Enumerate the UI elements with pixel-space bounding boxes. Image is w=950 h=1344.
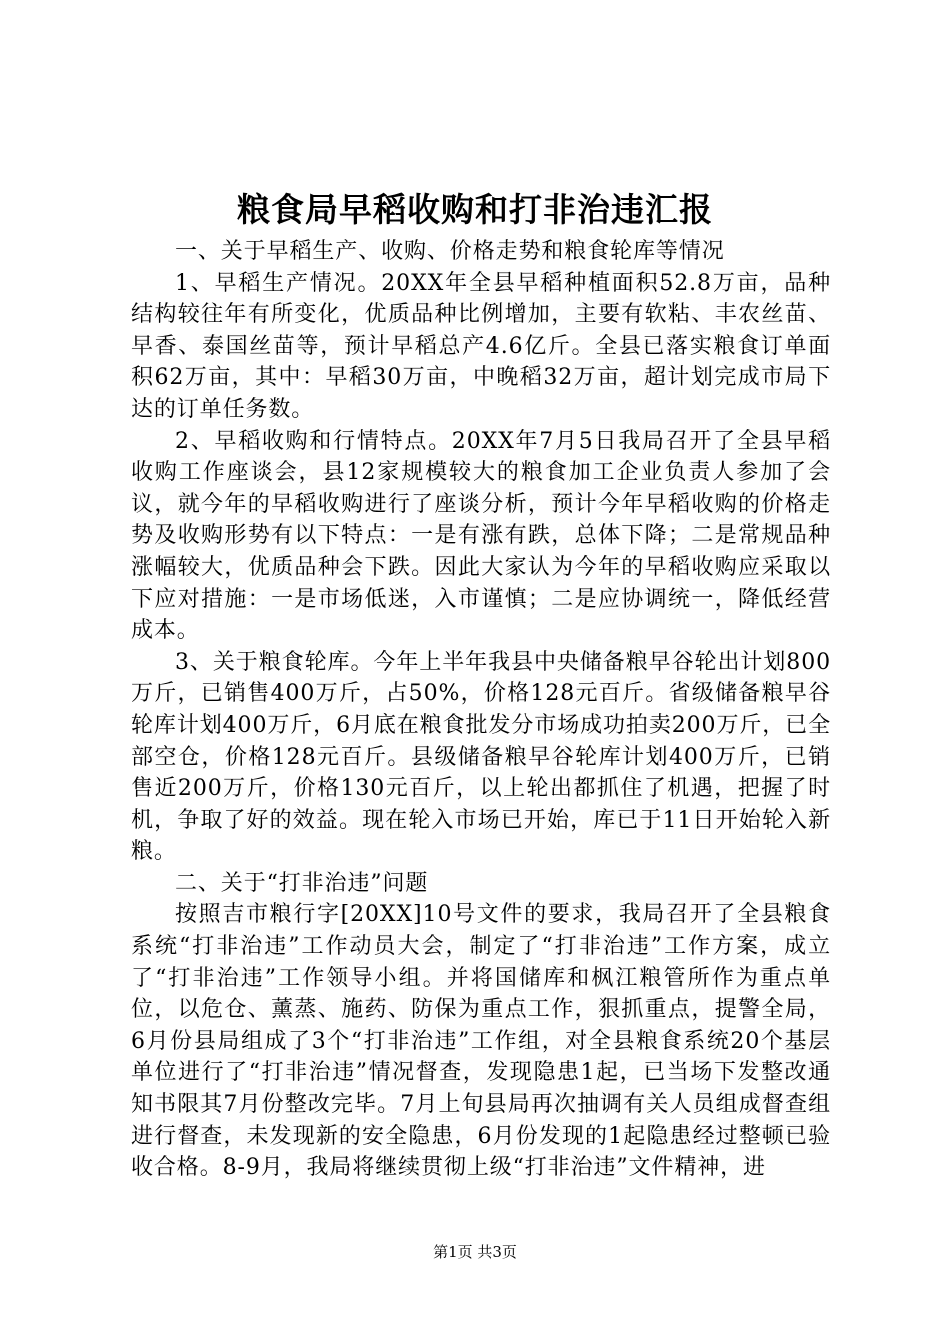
paragraph-crackdown: 按照吉市粮行字[20XX]10号文件的要求，我局召开了全县粮食系统“打非治违”工作动员大会，制定了“打非治违”工作方案，成立了“打非治违”工作领导小组。并将国储库和枫江粮管所作为重点单位，以危仓、薰蒸、施药、防保为重点工作，狠抓重点，提警全局，6月份县局组成了3个“打非治违”工作组，对全县粮食系统20个基层单位进行了“打非治违”情况督查，发现隐患1起，已当场下发整改通知书限其7月份整改完毕。7月上旬县局再次抽调有关人员组成督查组进行督查，未发现新的安全隐患，6月份发现的1起隐患经过整顿已验收合格。8-9月，我局将继续贯彻上级“打非治违”文件精神，进 [131,902,831,1181]
document-body [131,236,831,1184]
paragraph-early-rice-purchase: 2、早稻收购和行情特点。20XX年7月5日我局召开了全县早稻收购工作座谈会，县12家规模较大的粮食加工企业负责人参加了会议，就今年的早稻收购进行了座谈分析，预计今年早稻收购的价格走势及收购形势有以下特点：一是有涨有跌，总体下降；二是常规品种涨幅较大，优质品种会下跌。因此大家认为今年的早稻收购应采取以下应对措施：一是市场低迷，入市谨慎；二是应协调统一，降低经营成本。 [131,428,831,644]
document-title: 粮食局早稻收购和打非治违汇报 [237,190,713,229]
paragraph-early-rice-production: 1、早稻生产情况。20XX年全县早稻种植面积52.8万亩，品种结构较往年有所变化，优质品种比例增加，主要有软粘、丰农丝苗、早香、泰国丝苗等，预计早稻总产4.6亿斤。全县已落实粮食订单面积62万亩，其中：早稻30万亩，中晚稻32万亩，超计划完成市局下达的订单任务数。 [131,270,831,422]
section-heading-2: 二、关于“打非治违”问题 [175,870,429,896]
page-footer: 第1页 共3页 [433,1243,517,1261]
paragraph-grain-rotation: 3、关于粮食轮库。今年上半年我县中央储备粮早谷轮出计划800万斤，已销售400万斤，占50%，价格128元百斤。省级储备粮早谷轮库计划400万斤，6月底在粮食批发分市场成功拍卖200万斤，已全部空仓，价格128元百斤。县级储备粮早谷轮库计划400万斤，已销售近200万斤，价格130元百斤，以上轮出都抓住了机遇，把握了时机，争取了好的效益。现在轮入市场已开始，库已于11日开始轮入新粮。 [131,649,831,865]
section-heading-1: 一、关于早稻生产、收购、价格走势和粮食轮库等情况 [175,239,725,264]
